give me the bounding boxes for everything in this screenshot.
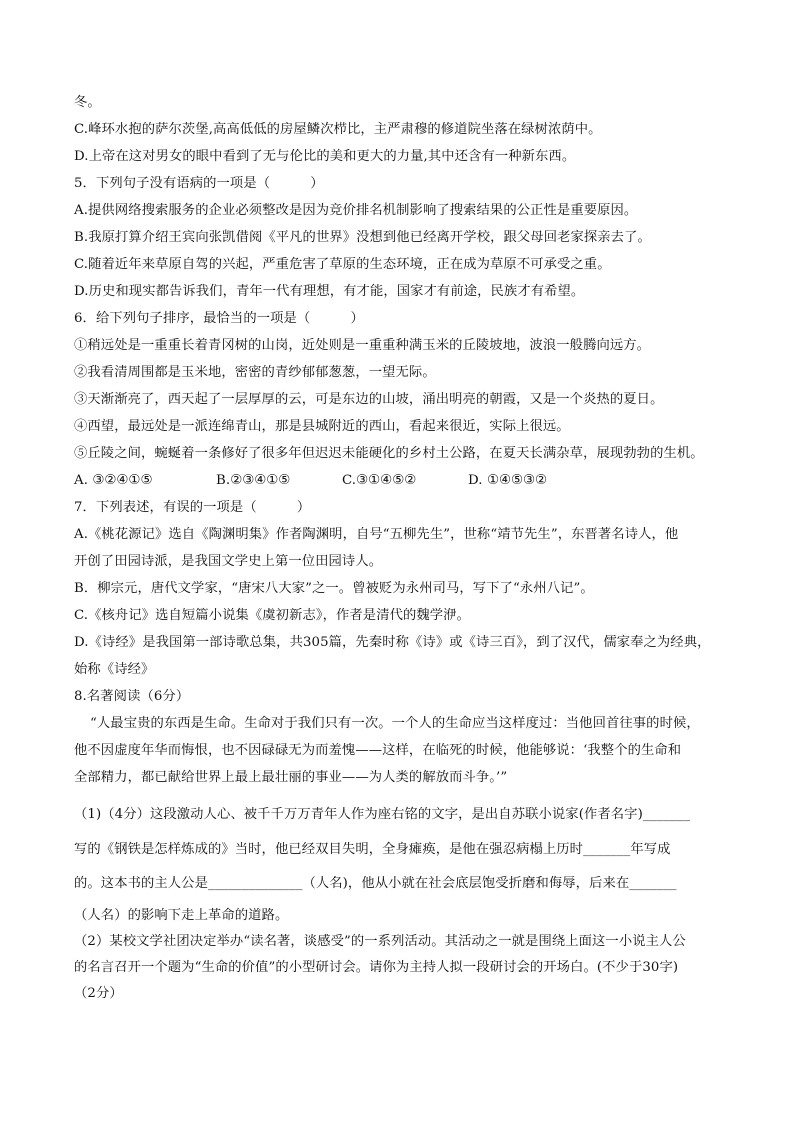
q8-part1-cont: 写的《钢铁是怎样炼成的》当时，他已经双目失明，全身瘫痪，是他在强忍病榻上历时_______年写成 [74,842,671,857]
question-6-stem: 6．给下列句子排序，最恰当的一项是（ ） [74,311,364,326]
q7-option-d-cont: 始称《诗经》 [74,662,155,677]
q5-option-d: D.历史和现实都告诉我们，青年一代有理想，有才能，国家才有前途，民族才有希望。 [74,284,585,299]
q5-option-a: A.提供网络搜索服务的企业必须整改是因为竞价排名机制影响了搜索结果的公正性是重要原因。 [74,203,638,218]
q6-sentence-1: ①稍远处是一重重长着青冈树的山岗，近处则是一重重种满玉米的丘陵坡地，波浪一般腾向远方。 [74,338,651,353]
q6-option-b: B.②③④①⑤ [216,473,291,488]
quote-line: 全部精力，都已献给世界上最上最壮丽的事业——为人类的解放而斗争。’” [74,770,508,785]
q5-option-b: B.我原打算介绍王宾向张凯借阅《平凡的世界》没想到他已经离开学校，跟父母回老家探亲去了。 [74,230,651,245]
q8-part2: （2）某校文学社团决定举办“读名著，谈感受”的一系列活动。其活动之一就是围绕上面这一小说主人公 [74,934,686,949]
q6-sentence-4: ④西望，最远处是一派连绵青山，那是县城附近的西山，看起来很近，实际上很远。 [74,419,570,434]
question-7-stem: 7．下列表述，有误的一项是（ ） [74,500,311,515]
q8-part2-cont: 的名言召开一个题为“生命的价值”的小型研讨会。请你为主持人拟一段研讨会的开场白。(不少于30字) [74,960,679,975]
question-8-heading: 8.名著阅读（6分） [74,689,190,704]
q4-option-c: C.峰环水抱的萨尔茨堡,高高低低的房屋鳞次栉比，主严肃穆的修道院坐落在绿树浓荫中。 [74,122,602,137]
q7-option-a-cont: 开创了田园诗派，是我国文学史上第一位田园诗人。 [74,554,383,569]
q4-option-d: D.上帝在这对男女的眼中看到了无与伦比的美和更大的力量,其中还含有一种新东西。 [74,149,576,164]
q6-option-a: A. ③②④①⑤ [74,473,153,488]
q6-sentence-3: ③天渐渐亮了，西天起了一层厚厚的云，可是东边的山坡，涌出明亮的朝霞，又是一个炎热的夏日。 [74,392,664,407]
q7-option-d: D.《诗经》是我国第一部诗歌总集，共305篇，先秦时称《诗》或《诗三百》，到了汉代，儒家奉之为经典， [74,635,711,650]
q6-sentence-2: ②我看清周围都是玉米地，密密的青纱郁郁葱葱，一望无际。 [74,365,436,380]
q8-part1-cont: （人名）的影响下走上革命的道路。 [74,908,289,923]
q6-sentence-5: ⑤丘陵之间，蜿蜒着一条修好了很多年但迟迟未能硬化的乡村土公路，在夏天长满杂草，展现勃勃的生机。 [74,446,704,461]
q6-option-d: D. ①④⑤③② [468,473,548,488]
q8-part2-score: （2分） [74,986,123,1001]
q6-options [74,471,547,491]
q8-part1-cont: 的。这本书的主人公是______________（人名)，他从小就在社会底层饱受折磨和侮辱，后来在_______ [74,876,677,891]
question-5-stem: 5．下列句子没有语病的一项是（ ） [74,176,324,191]
q8-part1: （1)（4分）这段激动人心、被千千万万青年人作为座右铭的文字，是出自苏联小说家(作者名字)_______ [74,807,691,822]
q7-option-a: A.《桃花源记》选自《陶渊明集》作者陶渊明，自号“五柳先生”，世称“靖节先生”，东晋著名诗人，他 [74,527,679,542]
q6-option-c: C.③①④⑤② [342,473,417,488]
q7-option-c: C.《核舟记》选自短篇小说集《虞初新志》，作者是清代的魏学洢。 [74,608,470,623]
quote-line: 他不因虚度年华而悔恨，也不因碌碌无为而羞愧——这样，在临死的时候，他能够说：‘我整个的生命和 [74,743,682,758]
quote-line: “人最宝贵的东西是生命。生命对于我们只有一次。一个人的生命应当这样度过：当他回首往事的时候， [90,716,700,731]
q5-option-c: C.随着近年来草原自驾的兴起，严重危害了草原的生态环境，正在成为草原不可承受之重。 [74,257,611,272]
text-line: 冬。 [74,95,101,110]
q7-option-b: B．柳宗元，唐代文学家，“唐宋八大家”之一。曾被贬为永州司马，写下了“永州八记”。 [74,581,594,596]
